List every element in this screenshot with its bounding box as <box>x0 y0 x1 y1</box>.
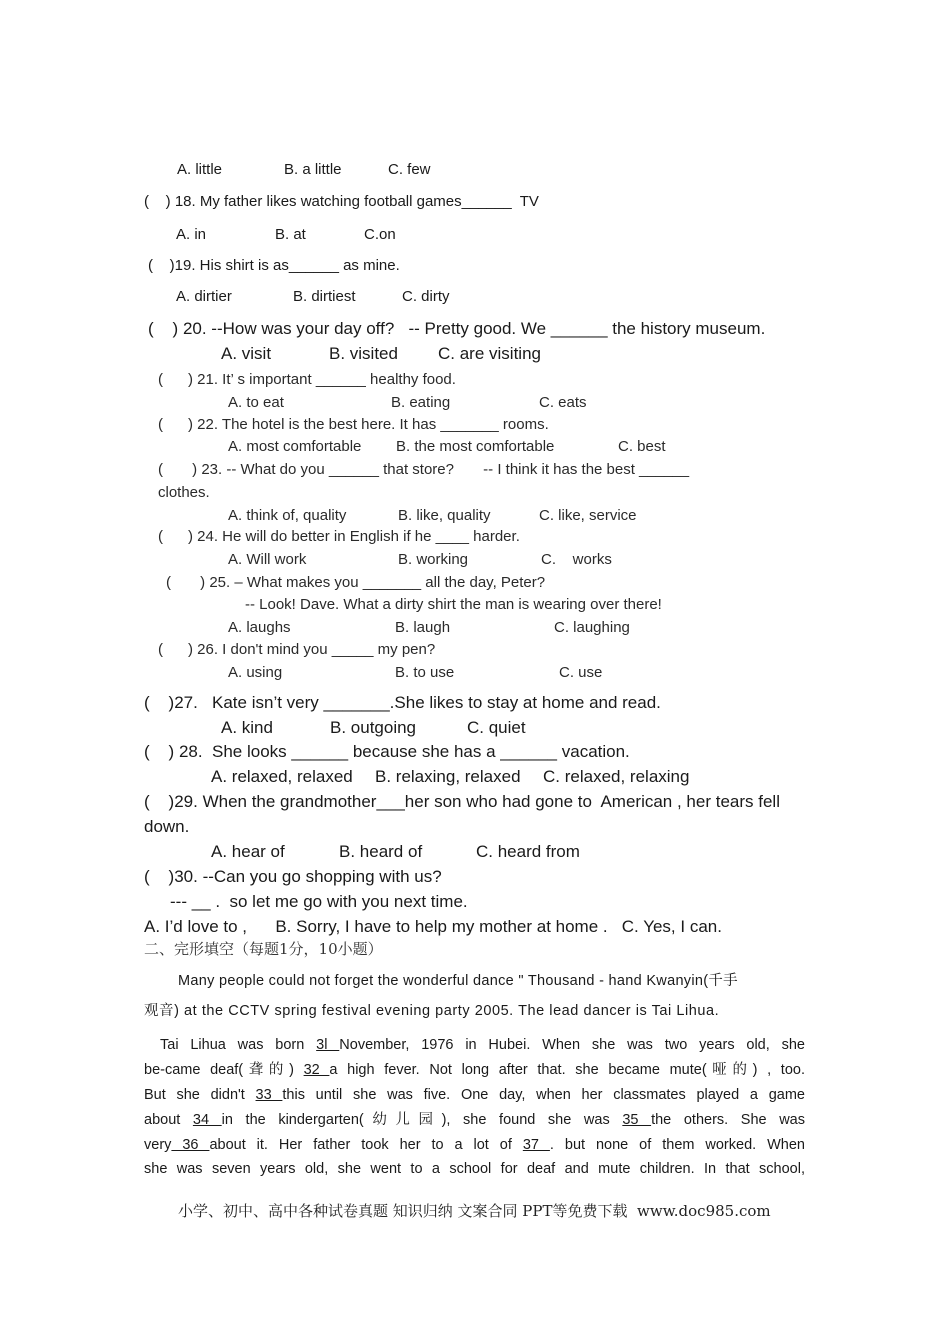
q20-stem: ( ) 20. --How was your day off? -- Pretty good. We ______ the history museum. <box>148 319 766 338</box>
q28-option-a: A. relaxed, relaxed <box>211 767 353 786</box>
blank-33: 33 <box>255 1087 283 1103</box>
q24-option-c: C. works <box>541 551 612 568</box>
q30-reply: --- __ . so let me go with you next time. <box>170 892 468 911</box>
text-segment: the others. She was <box>651 1112 805 1128</box>
passage-line-4 <box>144 1062 805 1079</box>
text-segment: Tai Lihua was born <box>160 1037 317 1053</box>
q28-option-b: B. relaxing, relaxed <box>375 767 521 786</box>
q29-stem: ( )29. When the grandmother___her son who had gone to American , her tears fell <box>144 792 780 811</box>
q18-option-b: B. at <box>275 226 306 243</box>
q26-option-a: A. using <box>228 664 283 681</box>
q19-option-b: B. dirtiest <box>293 288 356 305</box>
text-segment: a high fever. Not long after that. she became mute(哑的) , too. <box>329 1062 805 1078</box>
q30-stem: ( )30. --Can you go shopping with us? <box>144 867 442 886</box>
q29-option-b: B. heard of <box>339 842 423 861</box>
text-segment: November, 1976 in Hubei. When she was two years old, she <box>339 1037 805 1053</box>
q21-option-a: A. to eat <box>228 394 284 411</box>
q25-option-a: A. laughs <box>228 619 291 636</box>
q28-stem: ( ) 28. She looks ______ because she has a ______ vacation. <box>144 742 630 761</box>
passage-line-5 <box>144 1087 805 1104</box>
q28-option-c: C. relaxed, relaxing <box>543 767 690 786</box>
q24-stem: ( ) 24. He will do better in English if he ____ harder. <box>158 528 520 545</box>
q25-option-b: B. laugh <box>395 619 451 636</box>
q23-option-b: B. like, quality <box>398 507 491 524</box>
q22-option-c: C. best <box>618 438 666 455</box>
q17-option-b: B. a little <box>284 161 342 178</box>
blank-37: 37 <box>522 1137 550 1153</box>
q23-option-c: C. like, service <box>539 507 637 524</box>
q21-stem: ( ) 21. It’ s important ______ healthy food. <box>158 371 456 388</box>
text-segment: very <box>144 1137 172 1153</box>
text-segment: . but none of them worked. When <box>549 1137 805 1153</box>
q29-continuation: down. <box>144 817 190 836</box>
q19-stem: ( )19. His shirt is as______ as mine. <box>148 257 400 274</box>
passage-line-1: Many people could not forget the wonderful dance " Thousand - hand Kwanyin(千手 <box>178 973 738 989</box>
blank-36: 36 <box>171 1137 210 1153</box>
page-footer: 小学、初中、高中各种试卷真题 知识归纳 文案合同 PPT等免费下载 www.doc985.com <box>178 1202 771 1220</box>
passage-line-8: she was seven years old, she went to a school for deaf and mute children. In that school, <box>144 1161 805 1177</box>
q27-option-b: B. outgoing <box>330 718 417 737</box>
q27-option-c: C. quiet <box>467 718 526 737</box>
text-segment: But she didn't <box>144 1087 256 1103</box>
q23-stem: ( ) 23. -- What do you ______ that store? -- I think it has the best ______ <box>158 461 690 478</box>
blank-34: 34 <box>192 1112 222 1128</box>
q18-option-c: C.on <box>364 226 396 243</box>
q25-reply: -- Look! Dave. What a dirty shirt the man is wearing over there! <box>245 596 662 613</box>
q25-stem: ( ) 25. – What makes you _______ all the day, Peter? <box>166 574 546 591</box>
q20-option-a: A. visit <box>221 344 272 363</box>
q17-option-c: C. few <box>388 161 431 178</box>
q18-option-a: A. in <box>176 226 207 243</box>
q24-option-b: B. working <box>398 551 469 568</box>
blank-35: 35 <box>622 1112 652 1128</box>
blank-32: 32 <box>303 1062 330 1078</box>
q30-options: A. I’d love to , B. Sorry, I have to help my mother at home . C. Yes, I can. <box>144 917 722 936</box>
q29-option-c: C. heard from <box>476 842 580 861</box>
section-heading: 二、完形填空（每题1分，10小题） <box>144 940 383 958</box>
passage-line-2: 观音) at the CCTV spring festival evening party 2005. The lead dancer is Tai Lihua. <box>144 1003 720 1019</box>
text-segment: about <box>144 1112 193 1128</box>
q21-option-c: C. eats <box>539 394 587 411</box>
q20-option-b: B. visited <box>329 344 398 363</box>
q22-option-a: A. most comfortable <box>228 438 362 455</box>
q27-stem: ( )27. Kate isn’t very _______.She likes to stay at home and read. <box>144 693 661 712</box>
q19-option-c: C. dirty <box>402 288 450 305</box>
q29-option-a: A. hear of <box>211 842 285 861</box>
q17-option-a: A. little <box>177 161 223 178</box>
q24-option-a: A. Will work <box>228 551 307 568</box>
q22-stem: ( ) 22. The hotel is the best here. It has _______ rooms. <box>158 416 549 433</box>
blank-31: 3l <box>316 1037 340 1053</box>
q18-stem: ( ) 18. My father likes watching football games______ TV <box>144 193 539 210</box>
passage-line-7 <box>144 1137 805 1154</box>
q23-option-a: A. think of, quality <box>228 507 347 524</box>
q26-option-b: B. to use <box>395 664 455 681</box>
q26-stem: ( ) 26. I don't mind you _____ my pen? <box>158 641 436 658</box>
q21-option-b: B. eating <box>391 394 451 411</box>
passage-line-3 <box>160 1037 805 1054</box>
text-segment: in the kindergarten(幼儿园), she found she was <box>221 1112 623 1128</box>
q23-continuation: clothes. <box>158 484 210 501</box>
text-segment: be-came deaf(聋的) <box>144 1062 304 1078</box>
q27-option-a: A. kind <box>221 718 273 737</box>
q25-option-c: C. laughing <box>554 619 630 636</box>
passage-line-6 <box>144 1112 805 1129</box>
text-segment: about it. Her father took her to a lot of <box>209 1137 523 1153</box>
q19-option-a: A. dirtier <box>176 288 232 305</box>
q22-option-b: B. the most comfortable <box>396 438 555 455</box>
q20-option-c: C. are visiting <box>438 344 541 363</box>
q26-option-c: C. use <box>559 664 603 681</box>
text-segment: this until she was five. One day, when her classmates played a game <box>282 1087 805 1103</box>
